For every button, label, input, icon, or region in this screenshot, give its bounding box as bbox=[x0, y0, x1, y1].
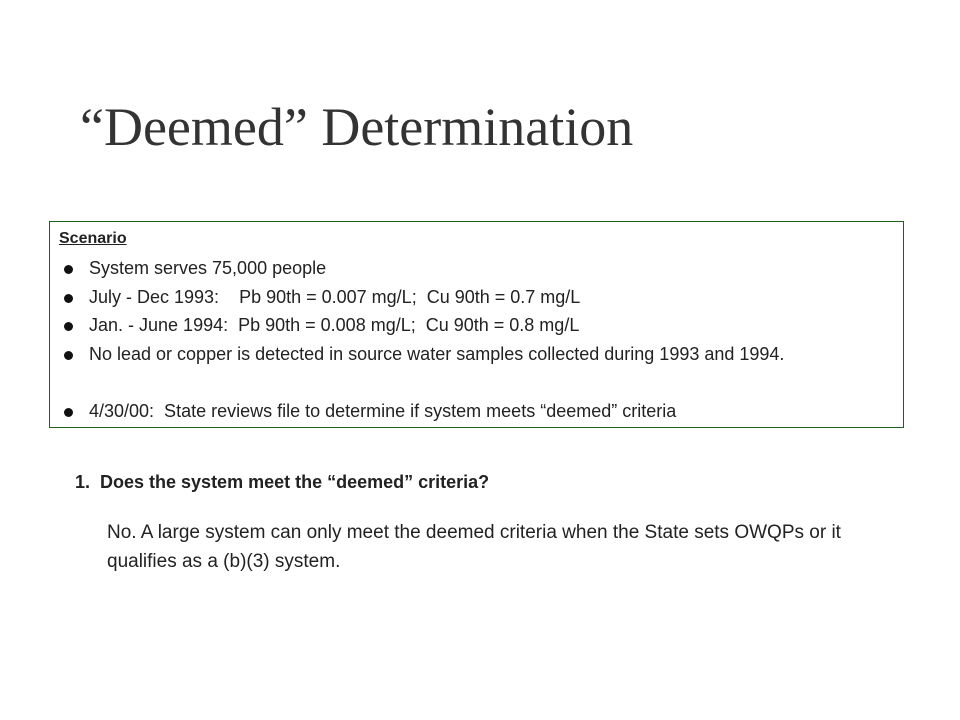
bullet-dot-icon bbox=[64, 265, 73, 274]
scenario-bullet-text: System serves 75,000 people bbox=[89, 258, 327, 278]
scenario-bullet-text: No lead or copper is detected in source water samples collected during 1993 and 1994. bbox=[89, 344, 785, 364]
bullet-dot-icon bbox=[64, 322, 73, 331]
question-text: 1. Does the system meet the “deemed” criteria? bbox=[75, 472, 490, 492]
scenario-bullet-text: Jan. - June 1994: Pb 90th = 0.008 mg/L; Cu 90th = 0.8 mg/L bbox=[89, 315, 580, 335]
bullet-dot-icon bbox=[64, 408, 73, 417]
scenario-bullet-text: July - Dec 1993: Pb 90th = 0.007 mg/L; Cu 90th = 0.7 mg/L bbox=[89, 287, 581, 307]
scenario-box bbox=[49, 221, 904, 428]
scenario-bullet-text: 4/30/00: State reviews file to determine if system meets “deemed” criteria bbox=[89, 401, 677, 421]
bullet-dot-icon bbox=[64, 351, 73, 360]
bullet-dot-icon bbox=[64, 294, 73, 303]
answer-text: No. A large system can only meet the deemed criteria when the State sets OWQPs or it qualifies as a (b)(3) system. bbox=[107, 522, 841, 572]
scenario-heading: Scenario bbox=[59, 230, 127, 247]
page-title: “Deemed” Determination bbox=[80, 97, 634, 157]
